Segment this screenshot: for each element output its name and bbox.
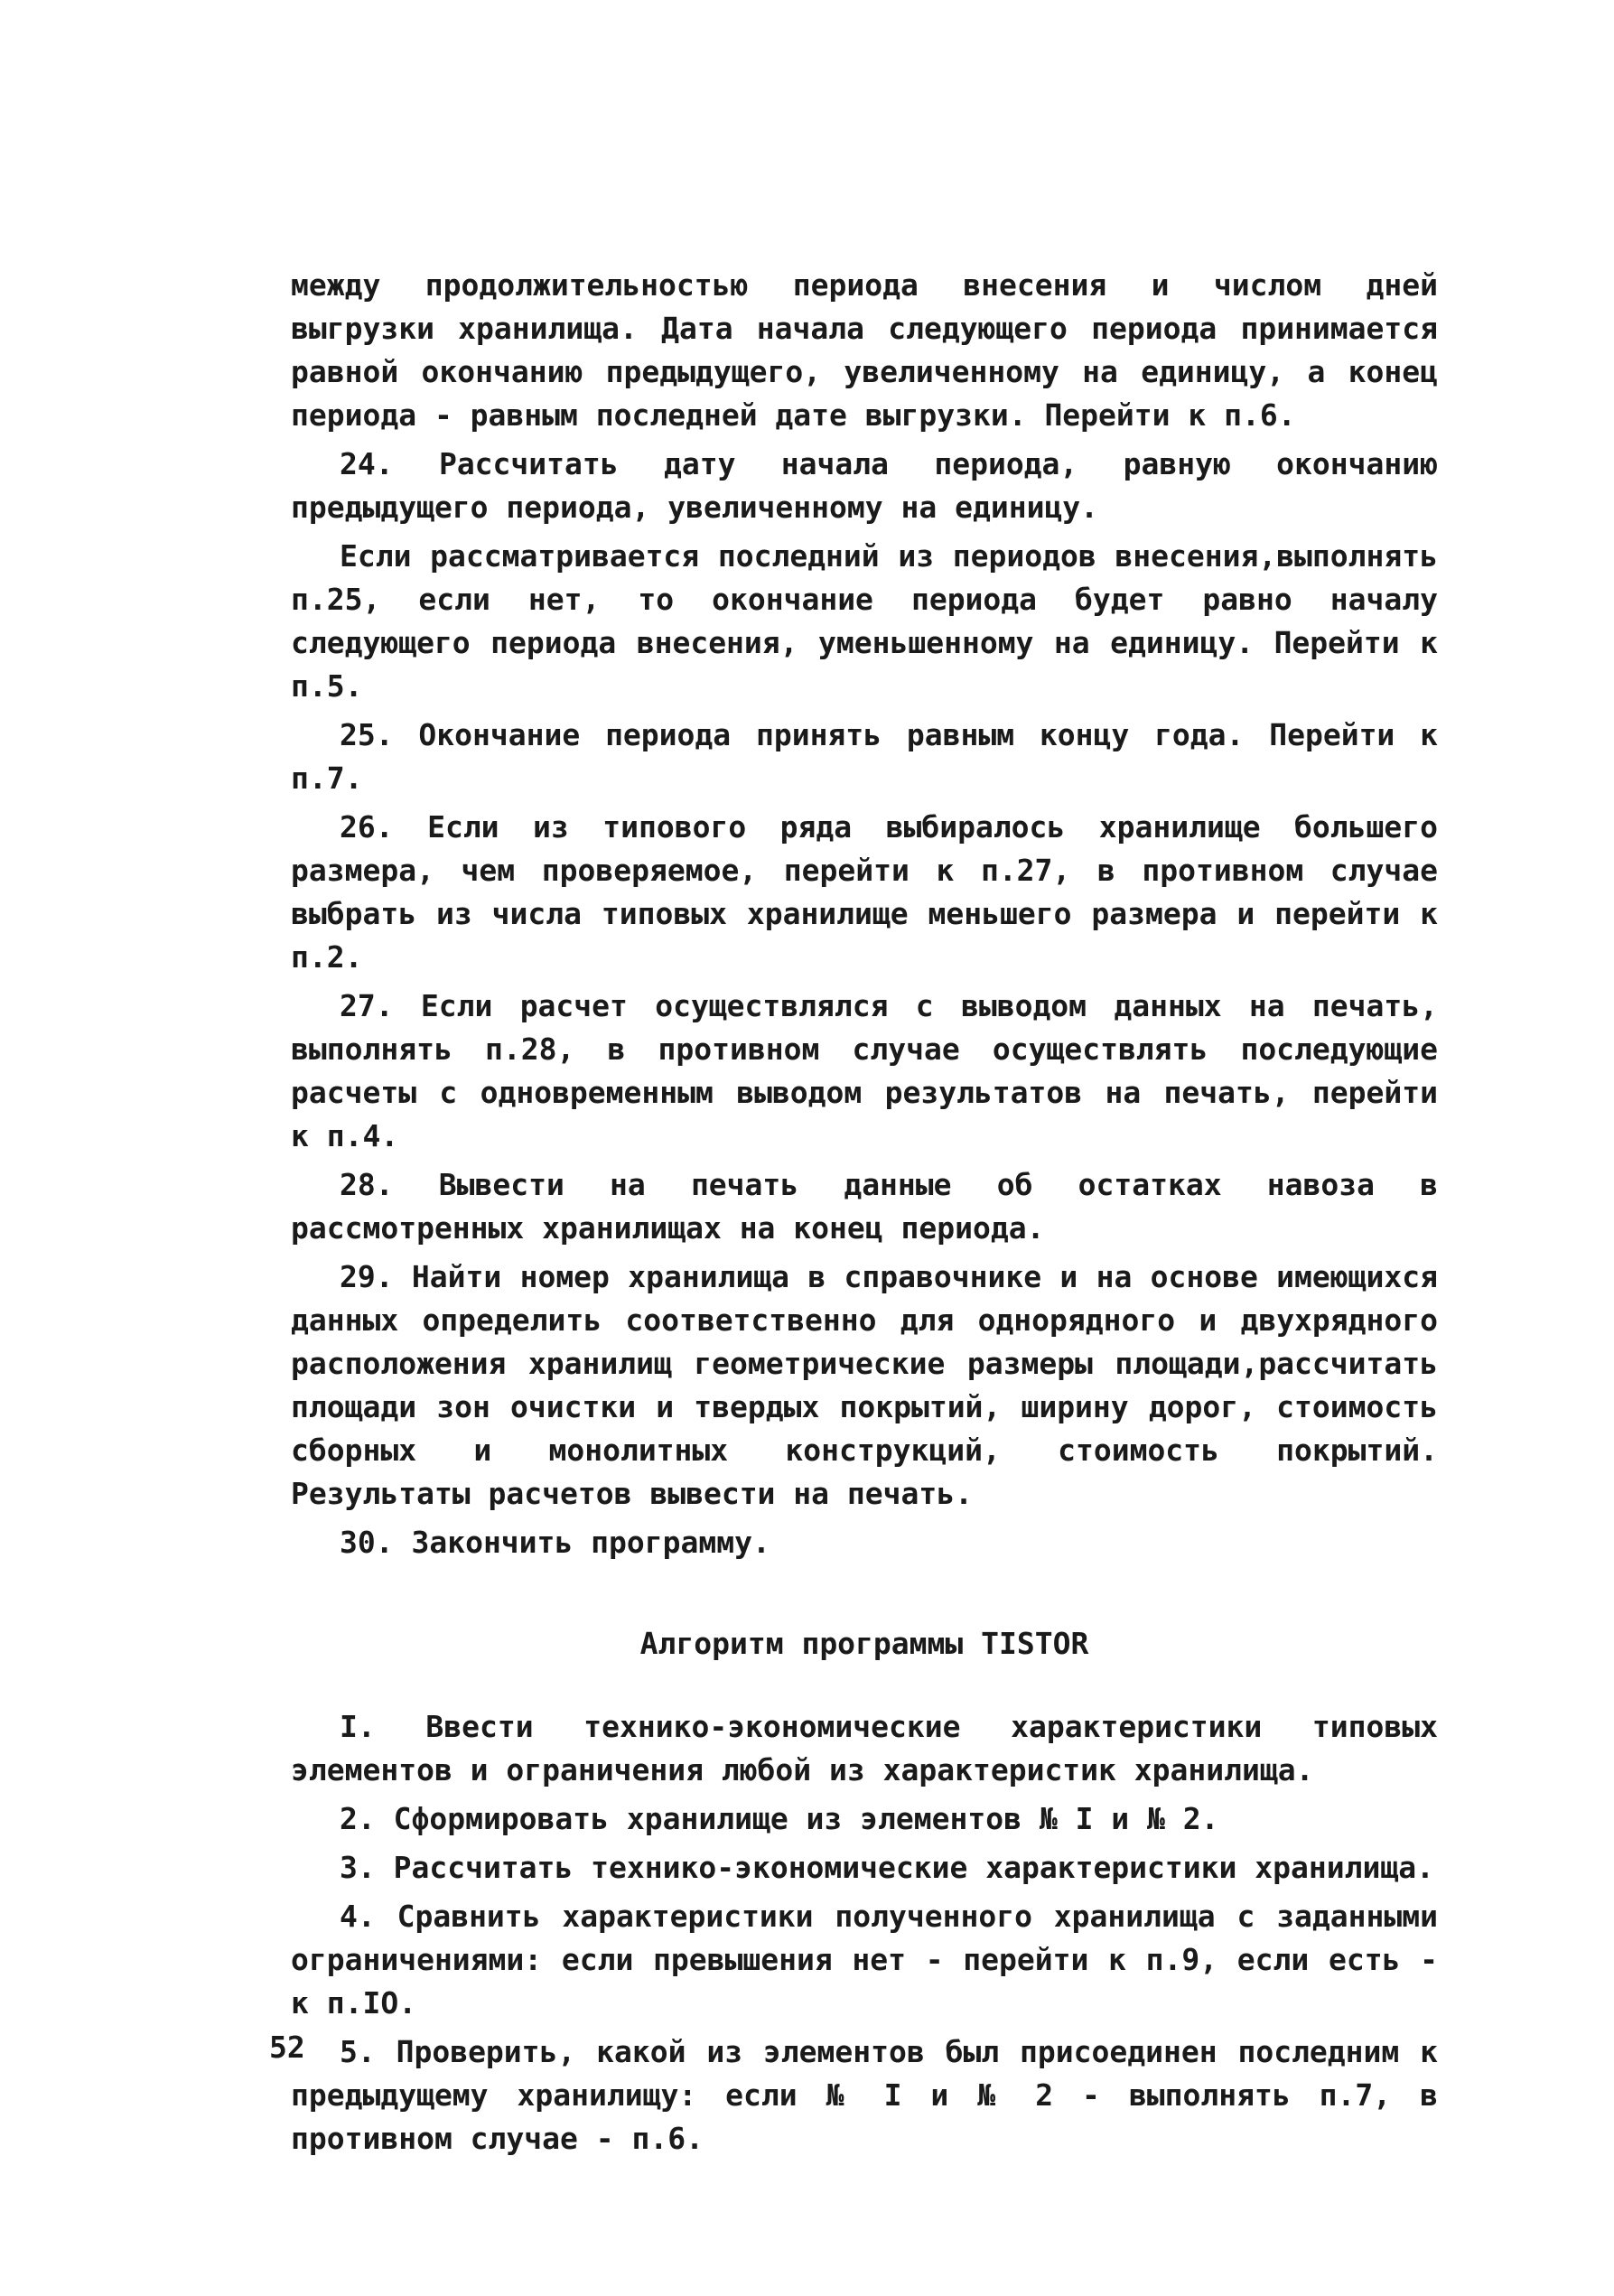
paragraph-item-24: 24. Рассчитать дату начала периода, равную окончанию предыдущего периода, увеличенному на единицу. — [291, 446, 1438, 525]
document-body — [291, 264, 1438, 2161]
algorithm-step-5: 5. Проверить, какой из элементов был присоединен последним к предыдущему хранилищу: если № I и № 2 - выполнять п.7, в противном случае - п.6. — [291, 2034, 1438, 2156]
algorithm-step-1: I. Ввести технико-экономические характеристики типовых элементов и ограничения любой из характеристик хранилища. — [291, 1709, 1438, 1787]
page-number: 52 — [269, 2030, 305, 2065]
paragraph-continuation: между продолжительностью периода внесения и числом дней выгрузки хранилища. Дата начала следующего периода принимается равной окончанию предыдущего, увеличенному на единицу, а конец периода - равным последней дате выгрузки. Перейти к п.6. — [291, 267, 1438, 433]
paragraph-item-25: 25. Окончание периода принять равным концу года. Перейти к п.7. — [291, 717, 1438, 796]
section-heading: Алгоритм программы TISTOR — [639, 1626, 1089, 1661]
algorithm-step-4: 4. Сравнить характеристики полученного хранилища с заданными ограничениями: если превышения нет - перейти к п.9, если есть - к п.IO. — [291, 1899, 1438, 2021]
paragraph-item-26: 26. Если из типового ряда выбиралось хранилище большего размера, чем проверяемое, перейти к п.27, в противном случае выбрать из числа типовых хранилище меньшего размера и перейти к п.2. — [291, 809, 1438, 975]
algorithm-step-2: 2. Сформировать хранилище из элементов № I и № 2. — [340, 1801, 1219, 1836]
paragraph-item-30: 30. Закончить программу. — [340, 1525, 770, 1560]
paragraph-item-28: 28. Вывести на печать данные об остатках навоза в рассмотренных хранилищах на конец периода. — [291, 1167, 1438, 1246]
paragraph-item-27: 27. Если расчет осуществлялся с выводом данных на печать, выполнять п.28, в противном случае осуществлять последующие расчеты с одновременным выводом результатов на печать, перейти к п.4. — [291, 988, 1438, 1153]
algorithm-step-3: 3. Рассчитать технико-экономические характеристики хранилища. — [340, 1850, 1434, 1885]
paragraph-item-29: 29. Найти номер хранилища в справочнике и на основе имеющихся данных определить соответственно для однорядного и двухрядного расположения хранилищ геометрические размеры площади,рассчитать площади зон очистки и твердых покрытий, ширину дорог, стоимость сборных и монолитных конструкций, стоимость покрытий. Результаты расчетов вывести на печать. — [291, 1259, 1438, 1511]
paragraph-item-24-condition: Если рассматривается последний из периодов внесения,выполнять п.25, если нет, то окончание периода будет равно началу следующего периода внесения, уменьшенному на единицу. Перейти к п.5. — [291, 538, 1438, 704]
